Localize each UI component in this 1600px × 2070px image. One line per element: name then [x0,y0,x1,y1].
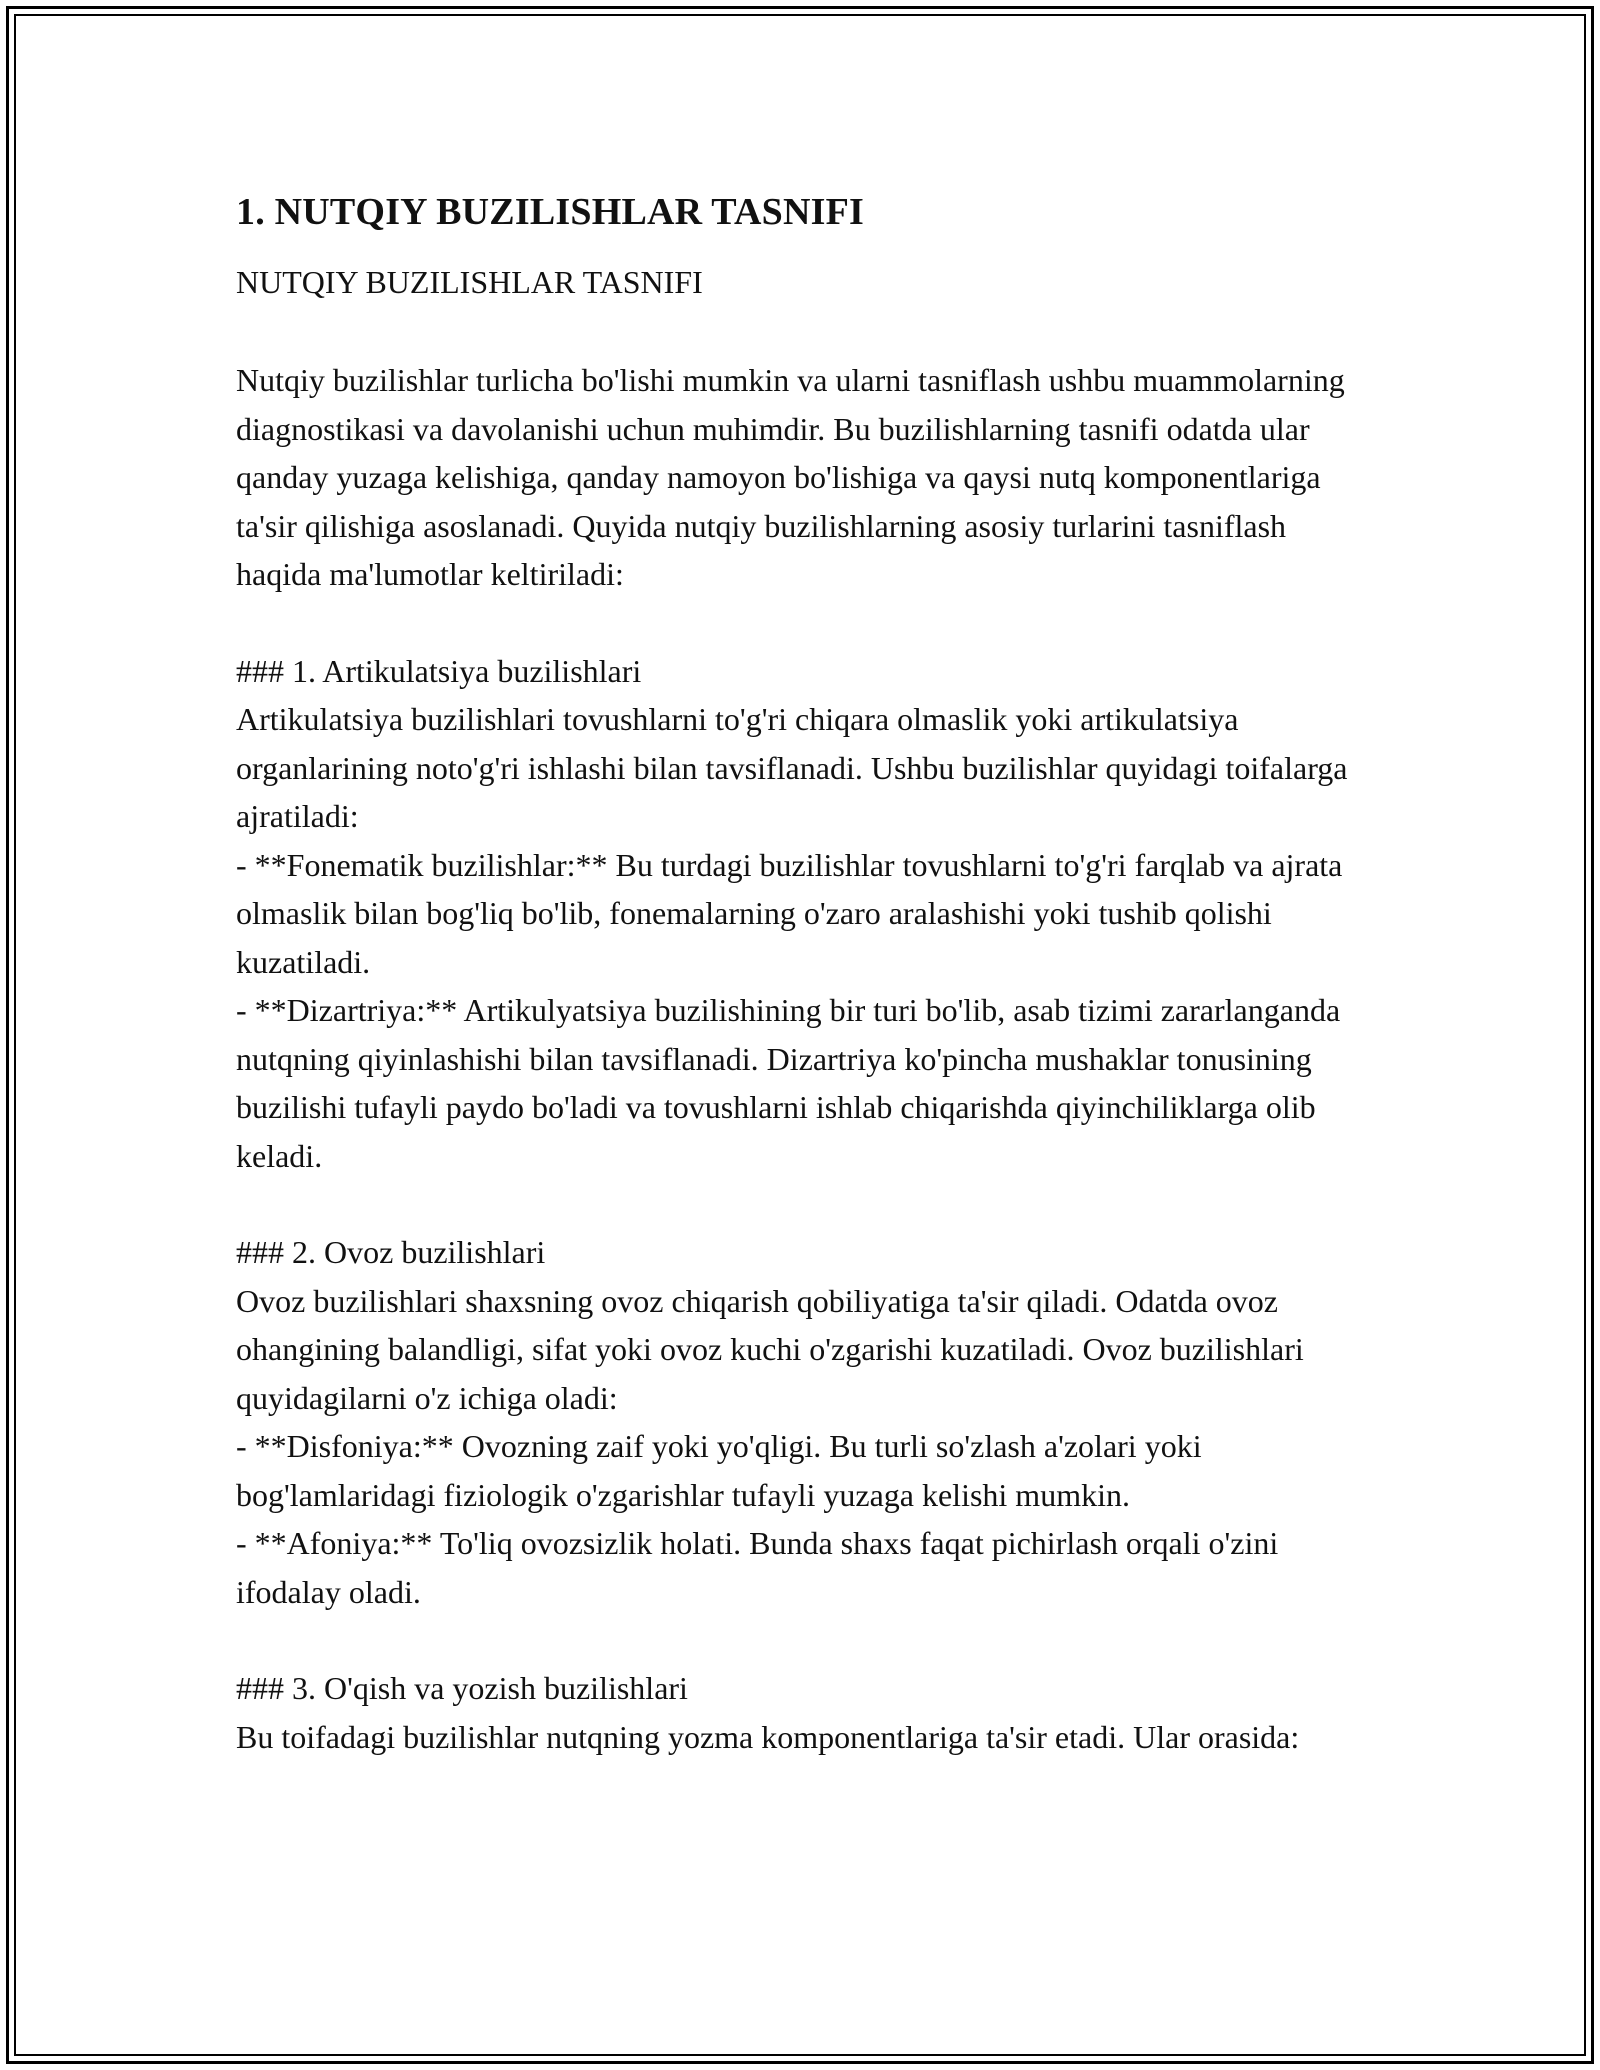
section-voice [236,1228,1376,1616]
section-title: ### 3. O'qish va yozish buzilishlari [236,1670,688,1706]
section-title: ### 2. Ovoz buzilishlari [236,1234,546,1270]
section-articulation [236,647,1376,1181]
section-text: Artikulatsiya buzilishlari tovushlarni to'g'ri chiqara olmaslik yoki artikulatsiya organlarining noto'g'ri ishlashi bilan tavsiflanadi. Ushbu buzilishlar quyidagi toifalarga ajratiladi: [236,701,1348,834]
section-text: Bu toifadagi buzilishlar nutqning yozma komponentlariga ta'sir etadi. Ular orasida: [236,1718,1300,1755]
list-item: - **Disfoniya:** Ovozning zaif yoki yo'qligi. Bu turli so'zlash a'zolari yoki bog'lamlaridagi fiziologik o'zgarishlar tufayli yuzaga kelishi mumkin. [236,1428,1202,1513]
list-item: - **Dizartriya:** Artikulyatsiya buzilishining bir turi bo'lib, asab tizimi zararlanganda nutqning qiyinlashishi bilan tavsiflanadi. Dizartriya ko'pincha mushaklar tonusining buzilishi tufayli paydo bo'ladi va tovushlarni ishlab chiqarishda qiyinchiliklarga olib keladi. [236,992,1341,1174]
list-item: - **Fonematik buzilishlar:** Bu turdagi buzilishlar tovushlarni to'g'ri farqlab va ajrata olmaslik bilan bog'liq bo'lib, fonemalarning o'zaro aralashishi yoki tushib qolishi kuzatiladi. [236,846,1343,980]
document-heading: 1. NUTQIY BUZILISHLAR TASNIFI [236,191,865,233]
intro-paragraph: Nutqiy buzilishlar turlicha bo'lishi mumkin va ularni tasniflash ushbu muammolarning diagnostikasi va davolanishi uchun muhimdir. Bu buzilishlarning tasnifi odatda ular qanday yuzaga kelishiga, qanday namoyon bo'lishiga va qaysi nutq komponentlariga ta'sir qilishiga asoslanadi. Quyida nutqiy buzilishlarning asosiy turlarini tasniflash haqida ma'lumotlar keltiriladi: [236,362,1345,592]
section-title: ### 1. Artikulatsiya buzilishlari [236,652,642,689]
document-subtitle: NUTQIY BUZILISHLAR TASNIFI [236,264,703,300]
list-item: - **Afoniya:** To'liq ovozsizlik holati. Bunda shaxs faqat pichirlash orqali o'zini ifodalay oladi. [236,1525,1279,1610]
section-reading-writing [236,1664,1376,1761]
document-body [236,186,1376,1761]
section-text: Ovoz buzilishlari shaxsning ovoz chiqarish qobiliyatiga ta'sir qiladi. Odatda ovoz ohangining balandligi, sifat yoki ovoz kuchi o'zgarishi kuzatiladi. Ovoz buzilishlari quyidagilarni o'z ichiga oladi: [236,1282,1304,1416]
